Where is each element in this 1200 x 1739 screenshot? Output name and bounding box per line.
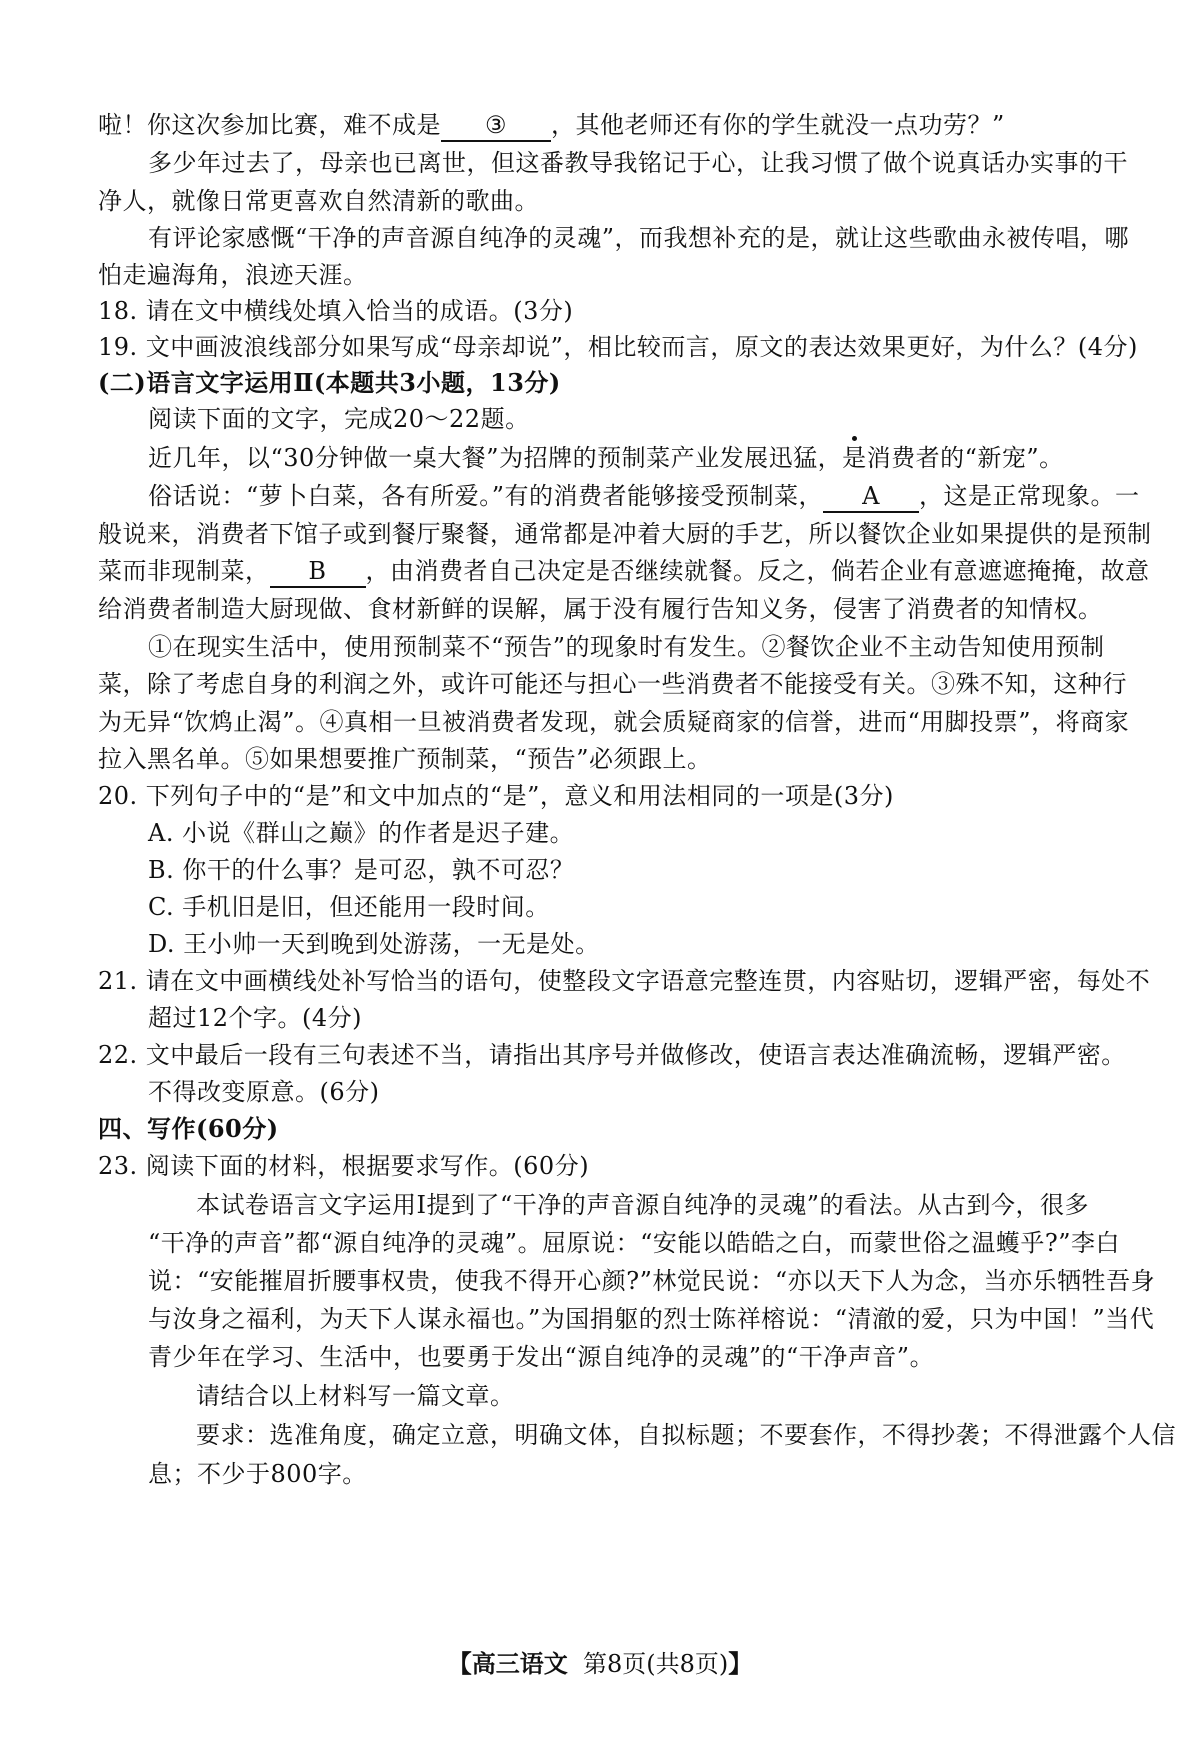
footer-page-number: 第8页(共8页) [583, 1650, 729, 1678]
question-20: 20. 下列句子中的“是”和文中加点的“是”，意义和用法相同的一项是(3分) [98, 782, 894, 810]
section-title: 四、写作(60分) [98, 1114, 279, 1143]
text-segment: 俗话说：“萝卜白菜，各有所爱。”有的消费者能够接受预制菜， [148, 482, 824, 510]
question-21: 21. 请在文中画横线处补写恰当的语句，使整段文字语意完整连贯，内容贴切，逻辑严密，每处不 [98, 967, 1151, 995]
material-line: 说：“安能摧眉折腰事权贵，使我不得开心颜?”林觉民说：“亦以天下人为念，当亦乐牺牲吾身 [148, 1267, 1156, 1295]
dotted-character: 是 [842, 439, 867, 477]
paragraph-line: 菜，除了考虑自身的利润之外，或许可能还与担心一些消费者不能接受有关。③殊不知，这种行 [98, 670, 1127, 698]
text-segment: ，其他老师还有你的学生就没一点功劳？” [551, 111, 1005, 139]
option-a: A. 小说《群山之巅》的作者是迟子建。 [148, 819, 575, 847]
passage-line: 净人，就像日常更喜欢自然清新的歌曲。 [98, 187, 539, 215]
paragraph-line [98, 552, 1150, 590]
material-line: 本试卷语言文字运用Ⅰ提到了“干净的声音源自纯净的灵魂”的看法。从古到今，很多 [196, 1191, 1090, 1219]
question-22: 22. 文中最后一段有三句表述不当，请指出其序号并做修改，使语言表达准确流畅，逻辑严密。 [98, 1041, 1126, 1069]
passage-line: 多少年过去了，母亲也已离世，但这番教导我铭记于心，让我习惯了做个说真话办实事的干 [148, 149, 1128, 177]
paragraph-line: 为无异“饮鸩止渴”。④真相一旦被消费者发现，就会质疑商家的信誉，进而“用脚投票”，将商家 [98, 708, 1130, 736]
text-segment: 菜而非现制菜， [98, 557, 270, 585]
question-18: 18. 请在文中横线处填入恰当的成语。(3分) [98, 297, 574, 325]
paragraph-line [148, 477, 1140, 515]
text-segment: 近几年，以“30分钟做一桌大餐”为招牌的预制菜产业发展迅猛， [148, 444, 843, 472]
question-23: 23. 阅读下面的材料，根据要求写作。(60分) [98, 1152, 590, 1180]
footer-subject: 高三语文 [471, 1649, 568, 1678]
text-segment: ，这是正常现象。一 [919, 482, 1140, 510]
task-line: 请结合以上材料写一篇文章。 [196, 1382, 515, 1410]
question-21-cont: 超过12个字。(4分) [148, 1004, 363, 1032]
text-segment: 啦！你这次参加比赛，难不成是 [98, 111, 441, 139]
option-d: D. 王小帅一天到晚到处游荡，一无是处。 [148, 930, 600, 958]
footer-bracket: 】 [728, 1649, 753, 1678]
text-segment: 消费者的“新宠”。 [866, 444, 1064, 472]
passage-line: 有评论家感慨“干净的声音源自纯净的灵魂”，而我想补充的是，就让这些歌曲永被传唱，哪 [148, 224, 1130, 252]
requirement-line: 要求：选准角度，确定立意，明确文体，自拟标题；不要套作，不得抄袭；不得泄露个人信 [196, 1421, 1176, 1449]
passage-line [98, 106, 1005, 144]
page-footer [0, 1647, 1200, 1681]
option-b: B. 你干的什么事？是可忍，孰不可忍？ [148, 856, 575, 884]
material-line: 青少年在学习、生活中，也要勇于发出“源自纯净的灵魂”的“干净声音”。 [148, 1343, 935, 1371]
paragraph-line: 拉入黑名单。⑤如果想要推广预制菜，“预告”必须跟上。 [98, 745, 712, 773]
paragraph-line: 给消费者制造大厨现做、食材新鲜的误解，属于没有履行告知义务，侵害了消费者的知情权。 [98, 595, 1103, 623]
fill-blank-a: A [823, 481, 919, 513]
fill-blank-3: ③ [441, 110, 551, 142]
option-c: C. 手机旧是旧，但还能用一段时间。 [148, 893, 550, 921]
footer-bracket: 【 [447, 1649, 472, 1678]
paragraph-line: 般说来，消费者下馆子或到餐厅聚餐，通常都是冲着大厨的手艺，所以餐饮企业如果提供的是预制 [98, 520, 1152, 548]
passage-line: 怕走遍海角，浪迹天涯。 [98, 261, 368, 289]
paragraph-line [148, 439, 1064, 477]
requirement-line: 息；不少于800字。 [148, 1460, 367, 1488]
paragraph-line: ①在现实生活中，使用预制菜不“预告”的现象时有发生。②餐饮企业不主动告知使用预制 [148, 633, 1105, 661]
fill-blank-b: B [270, 556, 366, 588]
material-line: 与汝身之福利，为天下人谋永福也。”为国捐躯的烈士陈祥榕说：“清澈的爱，只为中国！”当代 [148, 1305, 1155, 1333]
instruction: 阅读下面的文字，完成20～22题。 [148, 405, 530, 433]
text-segment: ，由消费者自己决定是否继续就餐。反之，倘若企业有意遮遮掩掩，故意 [365, 557, 1150, 585]
question-19: 19. 文中画波浪线部分如果写成“母亲却说”，相比较而言，原文的表达效果更好，为什么？(4分) [98, 333, 1138, 361]
question-22-cont: 不得改变原意。(6分) [148, 1078, 380, 1106]
material-line: “干净的声音”都“源自纯净的灵魂”。屈原说：“安能以皓皓之白，而蒙世俗之温蠖乎?”李白 [148, 1229, 1120, 1257]
section-title: (二)语言文字运用Ⅱ(本题共3小题，13分) [98, 368, 561, 397]
